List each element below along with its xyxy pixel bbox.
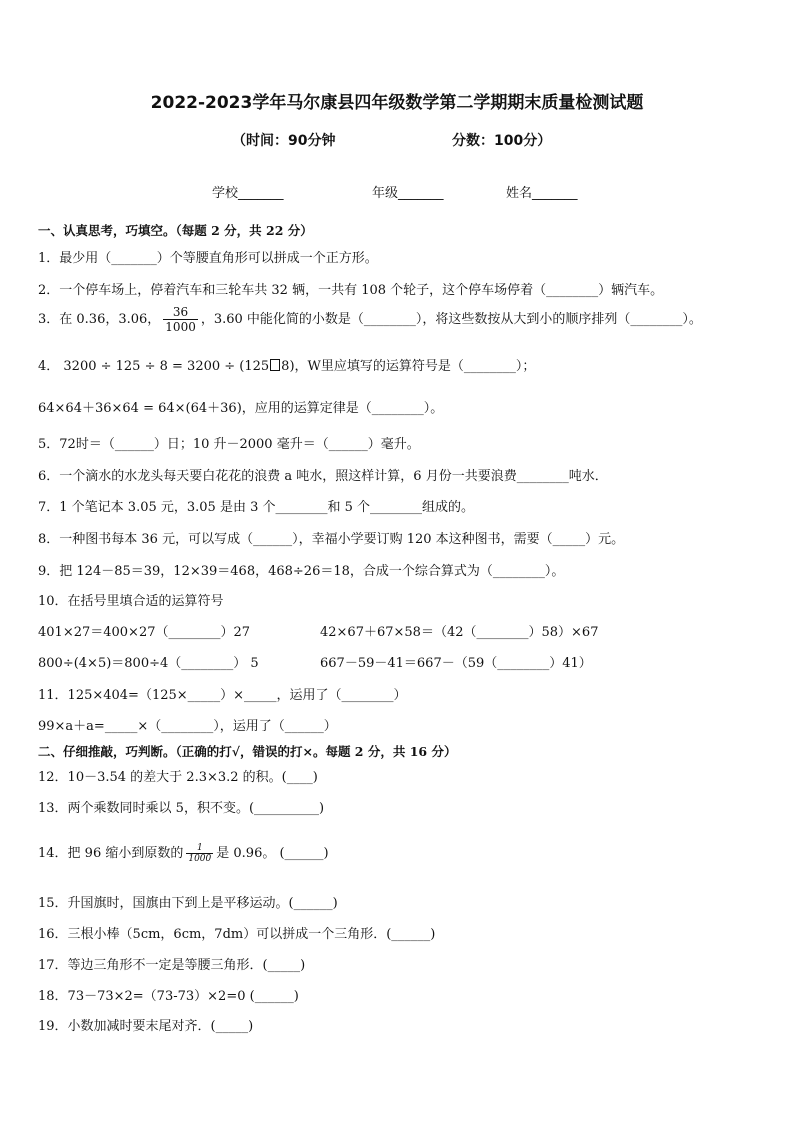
question-10-a: 401×27＝400×27（________）27 [38,625,251,640]
question-3-fraction [163,305,198,334]
question-16: 16．三根小棒（5cm，6cm，7dm）可以拼成一个三角形．(______) [38,927,436,942]
exam-time: （时间：90分钟 [232,133,336,149]
question-1: 1．最少用（_______）个等腰直角形可以拼成一个正方形。 [38,251,378,266]
section-2-heading: 二、仔细推敲，巧判断。（正确的打√，错误的打×。每题 2 分，共 16 分） [38,744,457,759]
question-5: 5．72时＝（______）日；10 升－2000 毫升＝（______）毫升。 [38,437,420,452]
question-14 [38,843,329,864]
question-4 [38,358,535,376]
question-11-a: 11．125×404=（125×_____）×_____，运用了（________） [38,688,407,703]
exam-score: 分数：100分） [452,133,552,149]
question-11-b: 99×a＋a=_____×（________），运用了（______） [38,719,337,734]
question-7: 7．1 个笔记本 3.05 元，3.05 是由 3 个________和 5 个________组成的。 [38,500,475,515]
question-18: 18．73－73×2=（73-73）×2=0 (______) [38,989,299,1004]
question-10: 10．在括号里填合适的运算符号 [38,594,224,609]
question-12: 12．10－3.54 的差大于 2.3×3.2 的积。(____) [38,770,318,785]
fraction-numerator: 1 [186,843,213,854]
name-field[interactable]: 姓名_______ [506,186,578,201]
question-10-c: 800÷(4×5)＝800÷4（________） 5 [38,656,259,671]
question-14-text-a: 14．把 96 缩小到原数的 [38,846,184,861]
grade-field[interactable]: 年级_______ [372,186,444,201]
question-14-text-b: 是 0.96。 (______) [216,846,329,861]
question-4-part-2: 64×64＋36×64 = 64×(64＋36)，应用的运算定律是（________）。 [38,401,444,416]
question-3 [38,305,702,334]
blank-box-icon [270,359,280,371]
question-3-text-a: 3．在 0.36，3.06， [38,312,161,327]
question-4-text-a: 4． 3200 ÷ 125 ÷ 8 = 3200 ÷ (125 [38,359,270,374]
question-6: 6．一个滴水的水龙头每天要白花花的浪费 a 吨水，照这样计算，6 月份一共要浪费________吨水． [38,469,608,484]
fraction-numerator: 36 [163,305,198,320]
question-13: 13．两个乘数同时乘以 5，积不变。(__________) [38,801,325,816]
section-1-heading: 一、认真思考，巧填空。（每题 2 分，共 22 分） [38,223,313,238]
question-15: 15．升国旗时，国旗由下到上是平移运动。(______) [38,896,338,911]
question-9: 9．把 124－85＝39，12×39＝468，468÷26＝18，合成一个综合算式为（________）。 [38,564,565,579]
question-4-text-b: 8)，W里应填写的运算符号是（________）； [281,359,536,374]
fraction-denominator: 1000 [165,320,196,334]
question-14-fraction [186,843,213,864]
question-8: 8．一种图书每本 36 元，可以写成（______），幸福小学要订购 120 本这种图书，需要（_____）元。 [38,532,625,547]
question-2: 2．一个停车场上，停着汽车和三轮车共 32 辆，一共有 108 个轮子，这个停车场停着（________）辆汽车。 [38,283,664,298]
page-title: 2022-2023学年马尔康县四年级数学第二学期期末质量检测试题 [150,93,644,113]
question-3-text-b: ，3.60 中能化简的小数是（________），将这些数按从大到小的顺序排列（________）。 [200,312,702,327]
question-19: 19．小数加减时要末尾对齐．(_____) [38,1019,254,1034]
fraction-denominator: 1000 [188,854,212,864]
school-field[interactable]: 学校_______ [212,186,284,201]
question-10-b: 42×67＋67×58＝（42（________）58）×67 [320,625,599,640]
question-10-d: 667－59－41＝667－（59（________）41） [320,656,592,671]
question-17: 17．等边三角形不一定是等腰三角形．(_____) [38,958,306,973]
